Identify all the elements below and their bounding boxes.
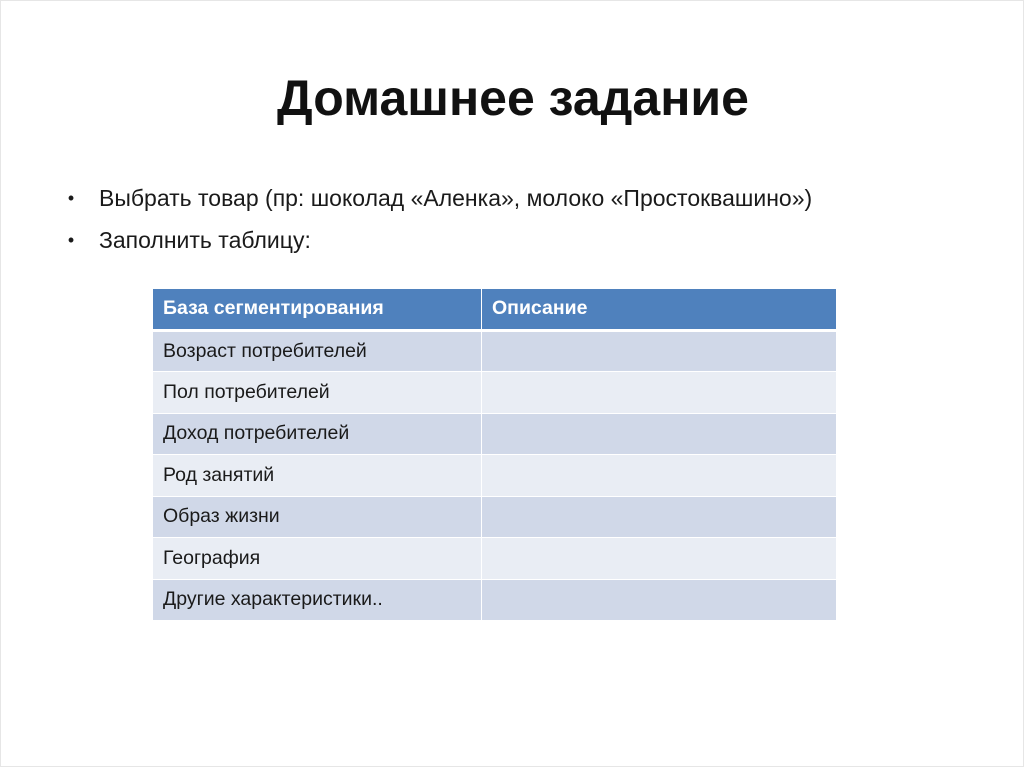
bullet-list bbox=[61, 181, 981, 265]
table-row bbox=[153, 330, 837, 372]
table-row bbox=[153, 579, 837, 621]
table-cell-base: Пол потребителей bbox=[153, 372, 482, 414]
table-row bbox=[153, 496, 837, 538]
table-cell-base: Род занятий bbox=[153, 455, 482, 497]
table-cell-base: Образ жизни bbox=[153, 496, 482, 538]
table-cell-description[interactable] bbox=[482, 579, 837, 621]
table-row bbox=[153, 455, 837, 497]
table-row bbox=[153, 372, 837, 414]
table-cell-description[interactable] bbox=[482, 372, 837, 414]
bullet-item bbox=[61, 181, 981, 215]
table-cell-base: Другие характеристики.. bbox=[153, 579, 482, 621]
bullet-icon: • bbox=[67, 230, 75, 250]
table-row bbox=[153, 413, 837, 455]
segmentation-table bbox=[152, 288, 837, 621]
bullet-item bbox=[61, 223, 981, 257]
bullet-icon: • bbox=[67, 188, 75, 208]
header-segmentation-base: База сегментирования bbox=[153, 289, 482, 331]
table-cell-description[interactable] bbox=[482, 538, 837, 580]
bullet-text: Выбрать товар (пр: шоколад «Аленка», молоко «Простоквашино») bbox=[99, 185, 813, 211]
slide-title: Домашнее задание bbox=[277, 70, 749, 126]
table-cell-description[interactable] bbox=[482, 413, 837, 455]
bullet-text: Заполнить таблицу: bbox=[99, 227, 311, 253]
header-description: Описание bbox=[482, 289, 837, 331]
table-cell-description[interactable] bbox=[482, 496, 837, 538]
table-cell-description[interactable] bbox=[482, 330, 837, 372]
table-cell-base: География bbox=[153, 538, 482, 580]
table-row bbox=[153, 538, 837, 580]
table-cell-base: Возраст потребителей bbox=[153, 330, 482, 372]
table-cell-base: Доход потребителей bbox=[153, 413, 482, 455]
table-header-row bbox=[153, 289, 837, 331]
table-cell-description[interactable] bbox=[482, 455, 837, 497]
